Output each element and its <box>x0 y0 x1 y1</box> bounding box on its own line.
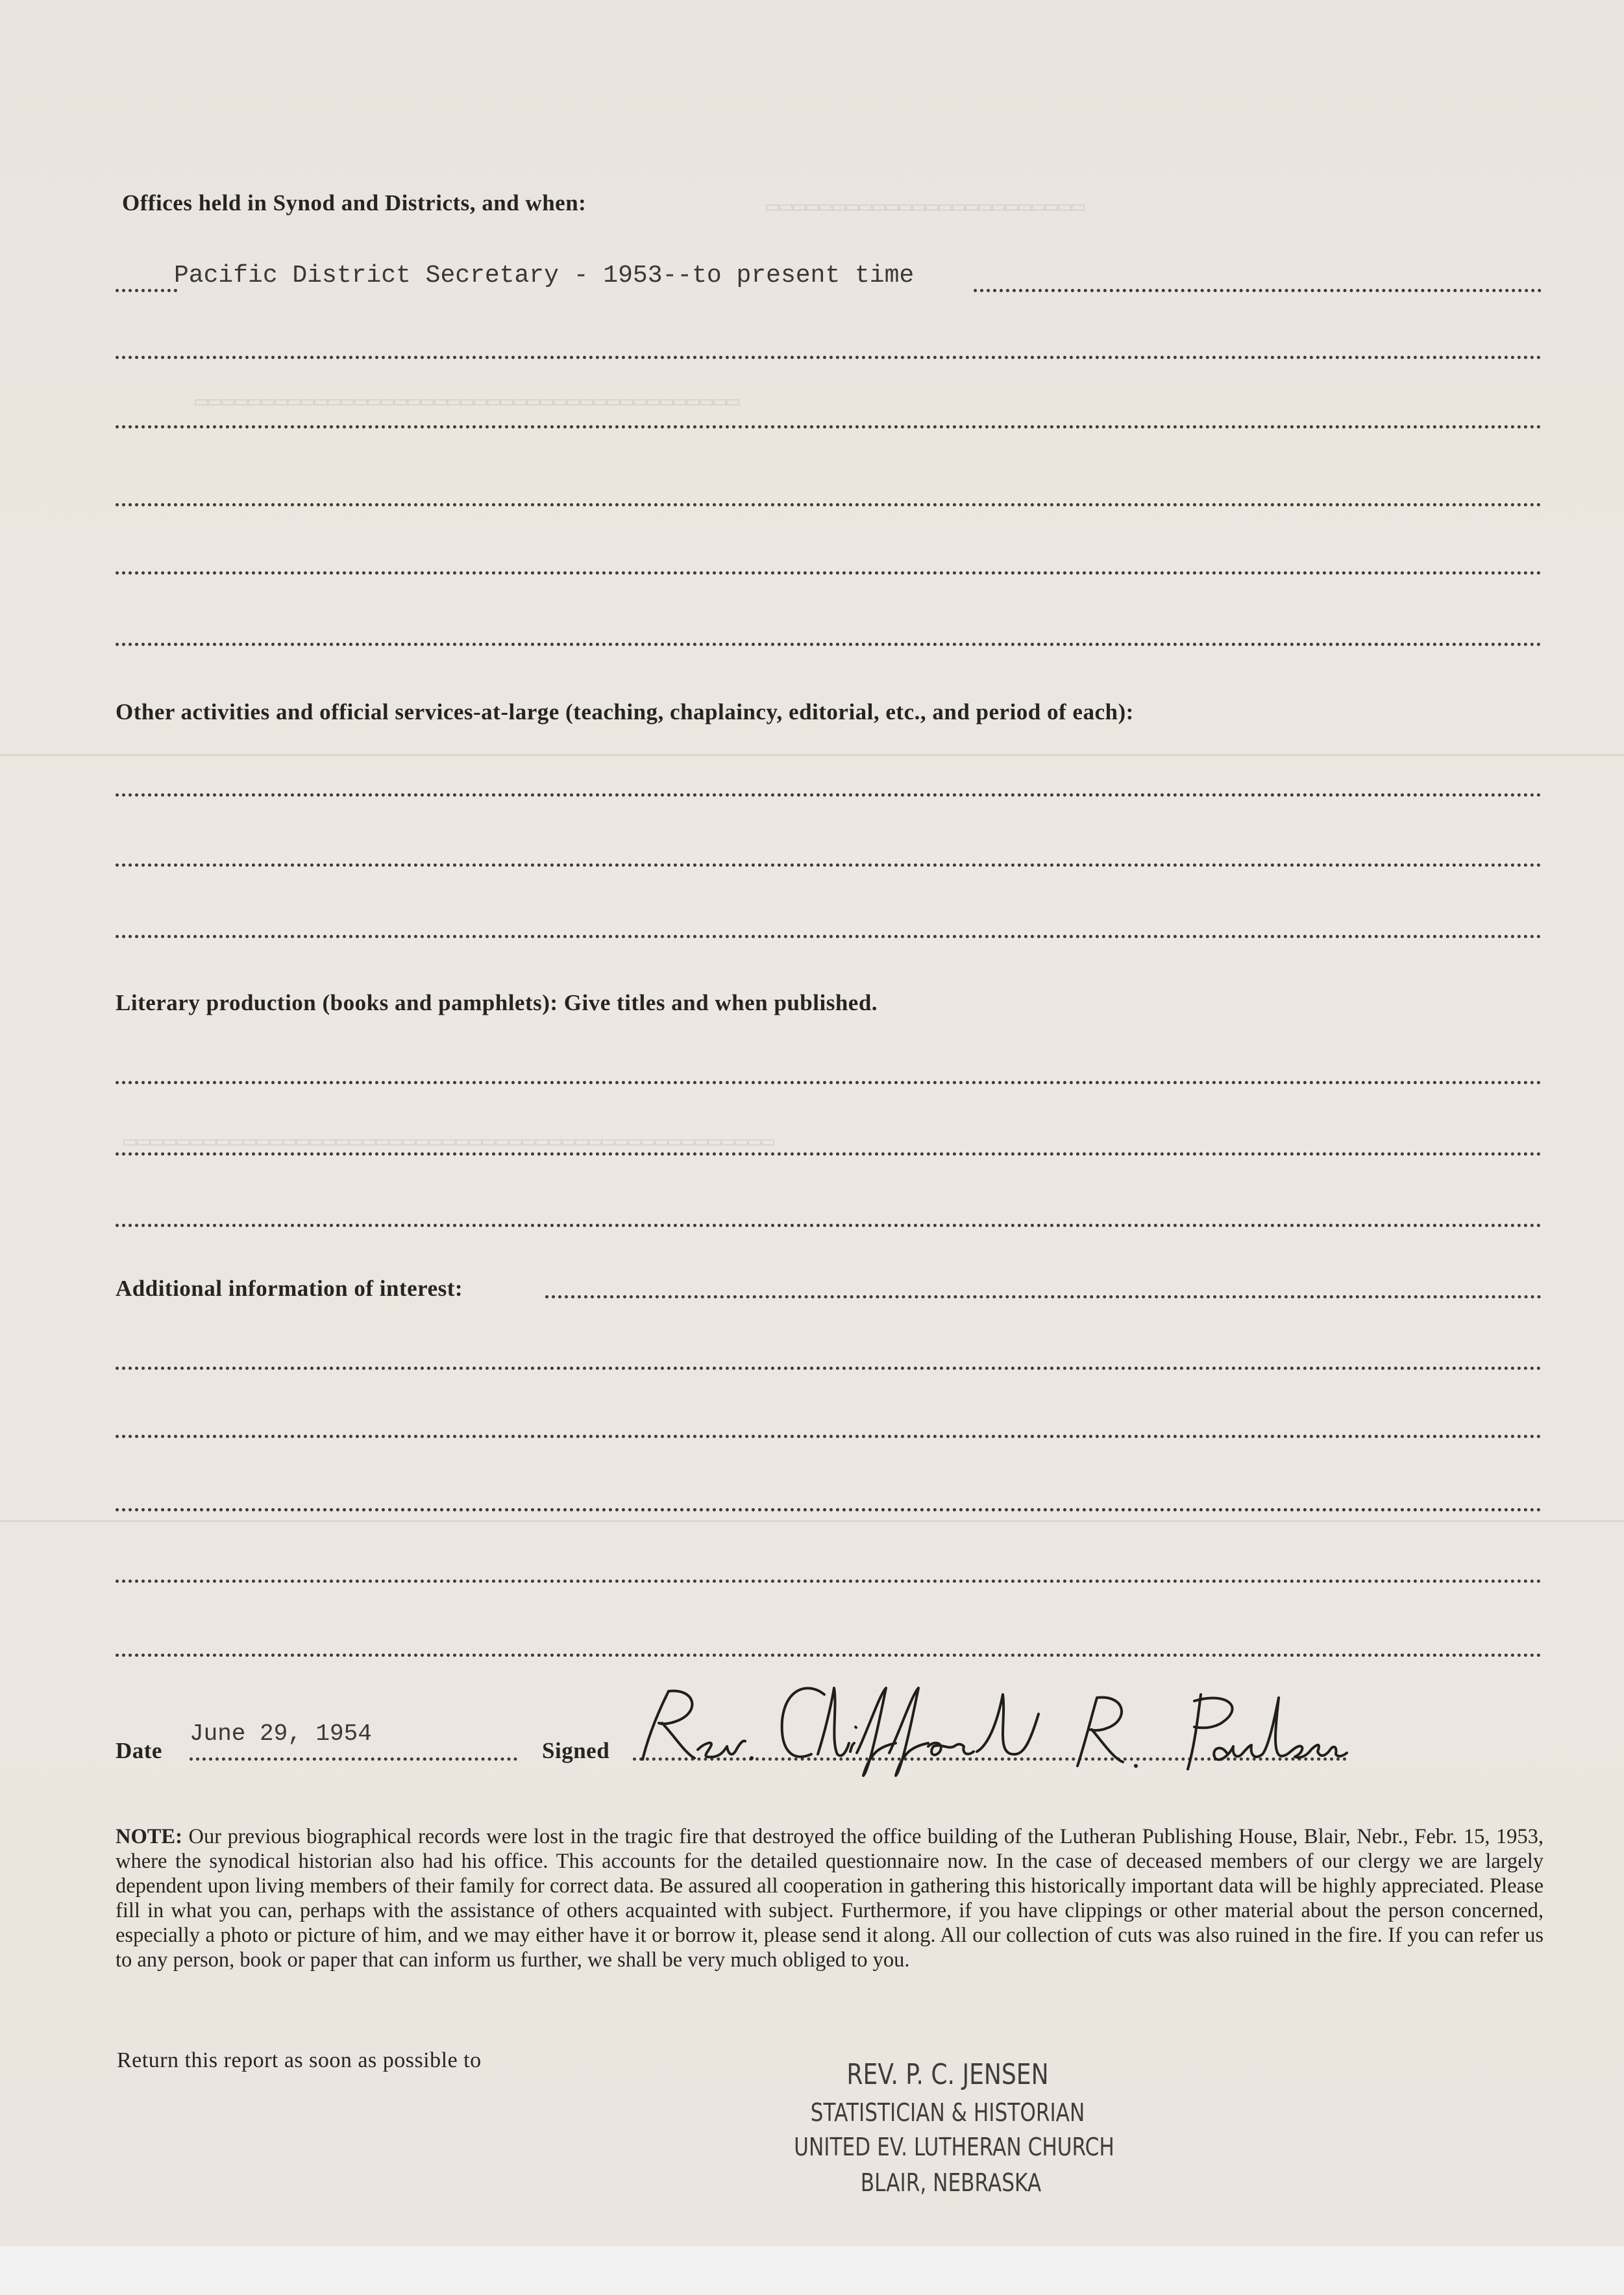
note-body: Our previous biographical records were lost in the tragic fire that destroyed the office building of the Lutheran Publishing House, Blair, Nebr., Febr. 15, 1953, where the synodical historian also had his office. This accounts for the detailed questionnaire now. In the case of deceased members of our clergy we are largely dependent upon living members of their family for correct data. Be assured all cooperation in gathering this historically important data will be highly appreciated. Please fill in what you can, perhaps with the assistance of others acquainted with subject. Furthermore, if you have clippings or other material about the person concerned, especially a photo or picture of him, and we may either have it or borrow it, please send it along. All our collection of cuts was also ruined in the fire. If you can refer us to any person, book or paper that can inform us further, we shall be very much obliged to you. <box>116 1825 1544 1972</box>
dotted-line <box>116 571 1542 575</box>
stamp-title: STATISTICIAN & HISTORIAN <box>810 2098 1085 2127</box>
dotted-line <box>116 503 1542 506</box>
additional-label: Additional information of interest: <box>116 1276 463 1301</box>
activities-label: Other activities and official services-at-large (teaching, chaplaincy, editorial, etc., and period of each): <box>116 699 1134 725</box>
signature-image <box>623 1681 1350 1779</box>
dotted-line <box>116 863 1542 867</box>
stamp-name: REV. P. C. JENSEN <box>846 2058 1049 2091</box>
scan-background <box>0 2246 1624 2295</box>
date-value: June 29, 1954 <box>190 1720 372 1747</box>
dotted-line <box>116 935 1542 938</box>
dotted-line <box>116 289 177 292</box>
offices-entry: Pacific District Secretary - 1953--to present time <box>174 262 915 290</box>
signed-label: Signed <box>542 1738 610 1763</box>
literary-label: Literary production (books and pamphlets): Give titles and when published. <box>116 990 878 1015</box>
dotted-line <box>116 1435 1542 1438</box>
dotted-line <box>116 425 1542 428</box>
dotted-line <box>116 1224 1542 1227</box>
dotted-line <box>545 1295 1542 1298</box>
paper-fold <box>0 753 1624 757</box>
note-heading: NOTE: <box>116 1825 182 1848</box>
stamp-location: BLAIR, NEBRASKA <box>860 2168 1042 2197</box>
note-paragraph <box>116 1824 1544 1972</box>
offices-label: Offices held in Synod and Districts, and when: <box>122 190 587 216</box>
paper-fold <box>0 1519 1624 1523</box>
dotted-line <box>974 289 1542 292</box>
bleed-through: ▭▭▭▭▭▭▭▭▭▭▭▭▭▭▭▭▭▭▭▭▭▭▭▭ <box>766 195 1085 219</box>
dotted-line <box>116 1654 1542 1657</box>
stamp-church: UNITED EV. LUTHERAN CHURCH <box>794 2133 1114 2161</box>
dotted-line <box>116 793 1542 797</box>
date-label: Date <box>116 1738 162 1763</box>
dotted-line <box>190 1757 517 1761</box>
dotted-line <box>116 1152 1542 1156</box>
bleed-through: ▭▭▭▭▭▭▭▭▭▭▭▭▭▭▭▭▭▭▭▭▭▭▭▭▭▭▭▭▭▭▭▭▭▭▭▭▭▭▭▭▭▭▭▭▭▭▭▭▭ <box>123 1130 775 1154</box>
dotted-line <box>116 1580 1542 1583</box>
dotted-line <box>116 1367 1542 1370</box>
return-label: Return this report as soon as possible to <box>117 2048 482 2072</box>
dotted-line <box>116 1508 1542 1511</box>
dotted-line <box>116 643 1542 646</box>
bleed-through: ▭▭▭▭▭▭▭▭▭▭▭▭▭▭▭▭▭▭▭▭▭▭▭▭▭▭▭▭▭▭▭▭▭▭▭▭▭▭▭▭▭ <box>195 390 740 414</box>
dotted-line <box>116 356 1542 359</box>
dotted-line <box>116 1081 1542 1084</box>
